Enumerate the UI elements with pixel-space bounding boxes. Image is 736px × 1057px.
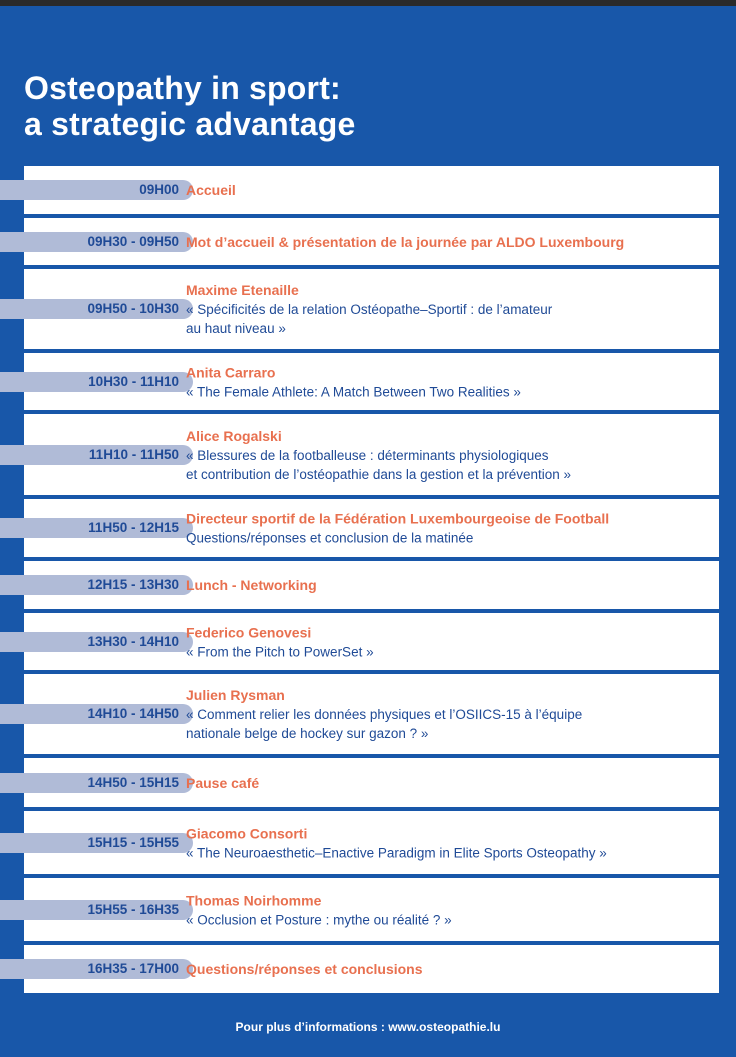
time-badge: 12H15 - 13H30 [0,575,193,595]
session-heading: Mot d’accueil & présentation de la journée par ALDO Luxembourg [186,233,625,250]
schedule-row [24,218,719,269]
title-line-2: a strategic advantage [24,106,356,142]
session-description: « Spécificités de la relation Ostéopathe–Sportif : de l’amateur au haut niveau » [186,302,553,336]
time-badge: 11H50 - 12H15 [0,518,193,538]
session-heading: Giacomo Consorti [186,825,308,841]
schedule-row [24,878,719,945]
session-heading: Directeur sportif de la Fédération Luxembourgeoise de Football [186,510,610,527]
session-description: Questions/réponses et conclusion de la matinée [186,530,474,546]
title-line-1: Osteopathy in sport: [24,70,341,106]
session-heading: Pause café [186,774,260,791]
time-badge: 15H55 - 16H35 [0,900,193,920]
time-badge: 09H30 - 09H50 [0,232,193,252]
session-description: « Comment relier les données physiques et l’OSIICS-15 à l’équipe nationale belge de hockey sur gazon ? » [186,707,583,741]
session-description: « Occlusion et Posture : mythe ou réalité ? » [186,912,452,927]
session-content [186,180,711,200]
schedule-list [0,166,736,993]
session-heading: Julien Rysman [186,687,285,703]
session-content [186,509,711,548]
schedule-row [24,945,719,993]
time-badge: 13H30 - 14H10 [0,632,193,652]
session-content [186,773,711,793]
schedule-row [24,353,719,414]
session-heading: Questions/réponses et conclusions [186,961,423,977]
session-heading: Anita Carraro [186,364,276,380]
session-description: « From the Pitch to PowerSet » [186,644,374,659]
session-heading: Alice Rogalski [186,427,282,444]
schedule-row [24,166,719,218]
schedule-row [24,811,719,878]
session-heading: Thomas Noirhomme [186,892,322,908]
session-content [186,622,711,661]
session-content [186,280,711,338]
time-badge: 10H30 - 11H10 [0,372,193,392]
schedule-row [24,674,719,758]
time-badge: 16H35 - 17H00 [0,959,193,979]
session-content [186,685,711,743]
session-content [186,232,711,252]
session-heading: Lunch - Networking [186,577,317,593]
schedule-row [24,269,719,353]
schedule-row [24,561,719,613]
time-badge: 09H00 [0,180,193,200]
session-content [186,823,711,862]
session-heading: Maxime Etenaille [186,282,299,298]
session-description: « The Neuroaesthetic–Enactive Paradigm in Elite Sports Osteopathy » [186,845,607,860]
session-heading: Accueil [186,182,236,198]
schedule-row [24,499,719,561]
time-badge: 15H15 - 15H55 [0,833,193,853]
session-content [186,890,711,929]
schedule-row [24,758,719,811]
session-content [186,575,711,595]
session-description: « Blessures de la footballeuse : déterminants physiologiques et contribution de l’ostéopathie dans la gestion et la prévention » [186,447,572,482]
time-badge: 09H50 - 10H30 [0,299,193,319]
time-badge: 14H10 - 14H50 [0,704,193,724]
top-bar [0,0,736,6]
schedule-row [24,414,719,499]
time-badge: 11H10 - 11H50 [0,445,193,465]
session-description: « The Female Athlete: A Match Between Two Realities » [186,384,521,399]
session-content [186,426,711,484]
session-content [186,959,711,979]
schedule-row [24,613,719,674]
session-heading: Federico Genovesi [186,624,312,640]
footer-info: Pour plus d’informations : www.osteopathie.lu [235,1020,501,1034]
session-content [186,362,711,401]
time-badge: 14H50 - 15H15 [0,773,193,793]
page-title [24,70,355,142]
